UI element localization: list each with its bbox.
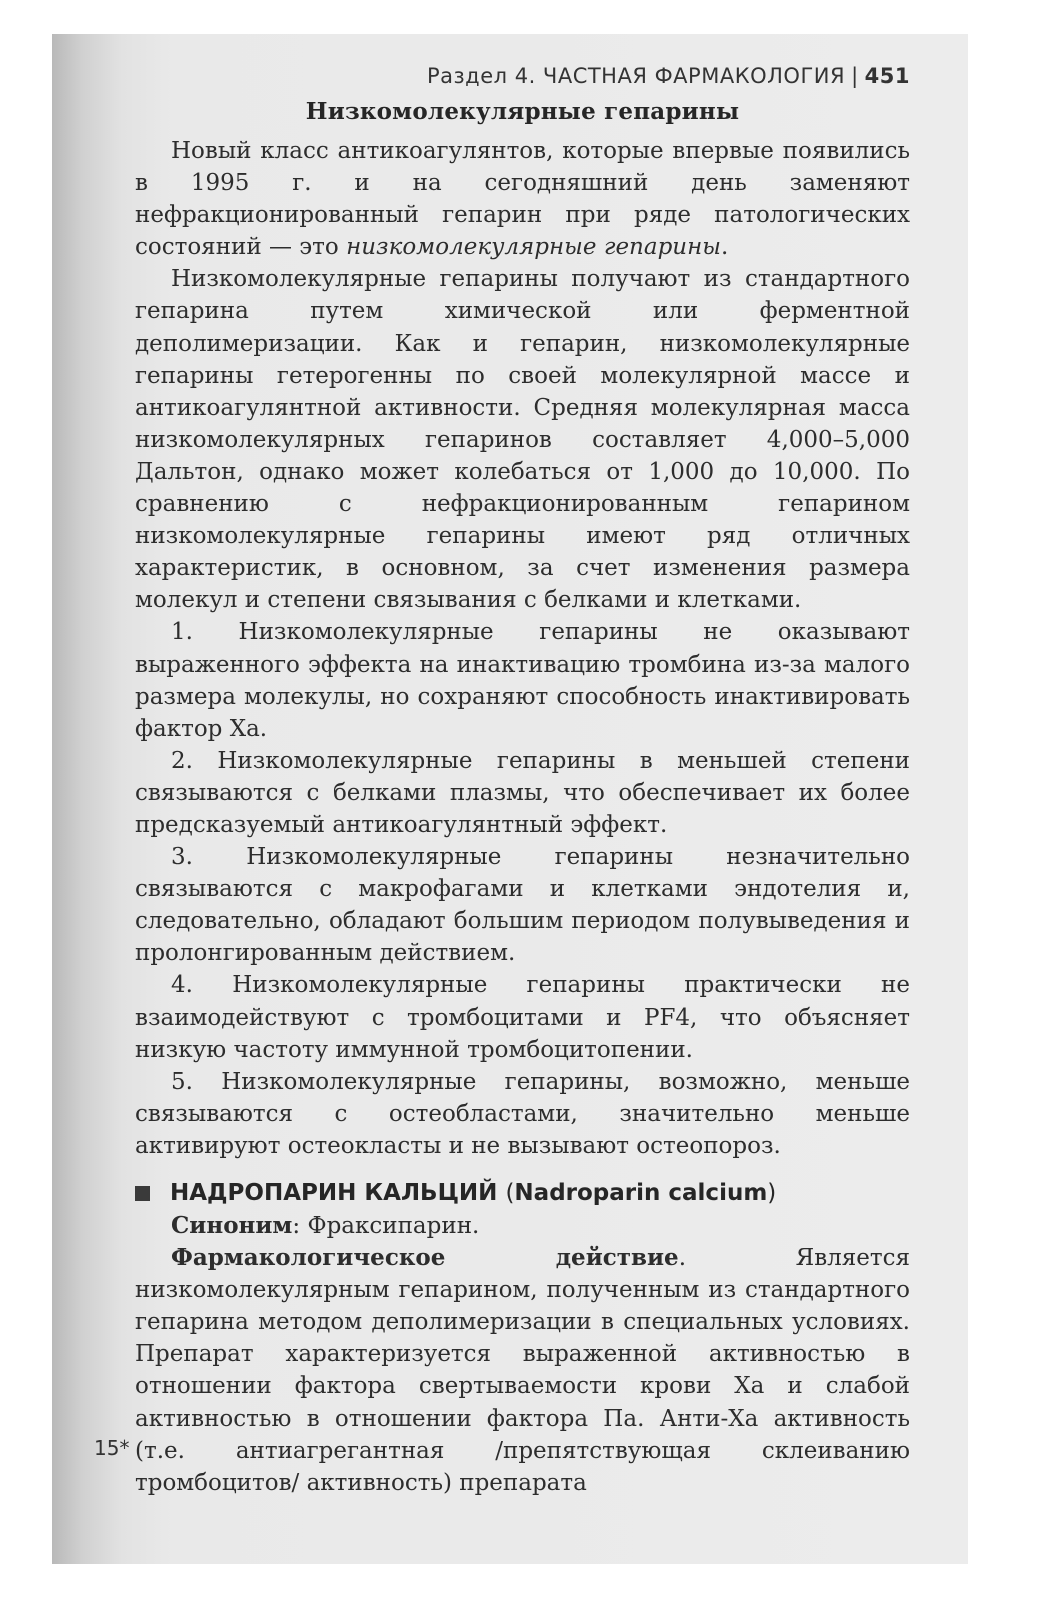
list-item-2: 2. Низкомолекулярные гепарины в меньшей степени связываются с белками плазмы, что обеспечивает их более предсказуемый антикоагулянтный эффект. (135, 747, 910, 838)
square-bullet-icon (135, 1186, 150, 1201)
synonym-text: : Фраксипарин. (292, 1213, 480, 1239)
paragraph-2: Низкомолекулярные гепарины получают из стандартного гепарина путем химической или ферментной деполимеризации. Как и гепарин, низкомолекулярные гепарины гетерогенны по своей молекулярной массе и антикоагулянтной активности. Средняя молекулярная масса низкомолекулярных гепаринов составляет 4,000–5,000 Дальтон, однако может колебаться от 1,000 до 10,000. По сравнению с нефракционированным гепарином низкомолекулярные гепарины имеют ряд отличных характеристик, в основном, за счет изменения размера молекул и степени связывания с белками и клетками. (135, 266, 910, 614)
synonym-paragraph (135, 1210, 910, 1242)
drug-name: НАДРОПАРИН КАЛЬЦИЙ (170, 1180, 498, 1206)
scanned-page (52, 34, 968, 1564)
page-text-block (135, 60, 910, 1499)
running-head-separator: | (851, 64, 859, 88)
list-item-3: 3. Низкомолекулярные гепарины незначительно связываются с макрофагами и клетками эндотелия и, следовательно, обладают большим периодом полувыведения и пролонгированным действием. (135, 844, 910, 967)
running-head-section: Раздел 4. ЧАСТНАЯ ФАРМАКОЛОГИЯ (426, 64, 846, 88)
drug-heading (135, 1180, 910, 1206)
running-head (135, 60, 910, 92)
signature-mark: 15* (94, 1436, 130, 1460)
intro-paragraph (135, 135, 910, 263)
list-item-1: 1. Низкомолекулярные гепарины не оказывают выраженного эффекта на инактивацию тромбина из-за малого размера молекулы, но сохраняют способность инактивировать фактор Ха. (135, 619, 910, 742)
list-item-4: 4. Низкомолекулярные гепарины практически не взаимодействуют с тромбоцитами и PF4, что объясняет низкую частоту иммунной тромбоцитопении. (135, 972, 910, 1063)
pharm-action-paragraph (135, 1242, 910, 1499)
drug-latin-name (505, 1180, 776, 1206)
intro-emphasis: низкомолекулярные гепарины (346, 234, 721, 261)
body-text (135, 135, 910, 1499)
latin-open-paren: ( (505, 1180, 515, 1206)
pharm-action-text: . Является низкомолекулярным гепарином, полученным из стандартного гепарина методом деполимеризации в специальных условиях. Препарат характеризуется выраженной активностью в отношении фактора свертываемости крови Ха и слабой активностью в отношении фактора Па. Анти-Ха активность (т.е. антиагрегантная /препятствующая склеиванию тромбоцитов/ активность) препарата (135, 1245, 910, 1496)
list-item-5: 5. Низкомолекулярные гепарины, возможно, меньше связываются с остеобластами, значительно меньше активируют остеокласты и не вызывают остеопороз. (135, 1068, 910, 1159)
synonym-label: Синоним (171, 1212, 293, 1239)
page-number: 451 (864, 64, 910, 88)
drug-latin-text: Nadroparin calcium (514, 1180, 768, 1206)
intro-text: Новый класс антикоагулянтов, которые впервые появились в 1995 г. и на сегодняшний день заменяют нефракционированный гепарин при ряде патологических состояний — это (135, 138, 910, 261)
intro-end: . (721, 234, 729, 261)
latin-close-paren: ) (767, 1180, 777, 1206)
pharm-action-label: Фармакологическое действие (171, 1244, 679, 1272)
section-title: Низкомолекулярные гепарины (305, 98, 740, 125)
